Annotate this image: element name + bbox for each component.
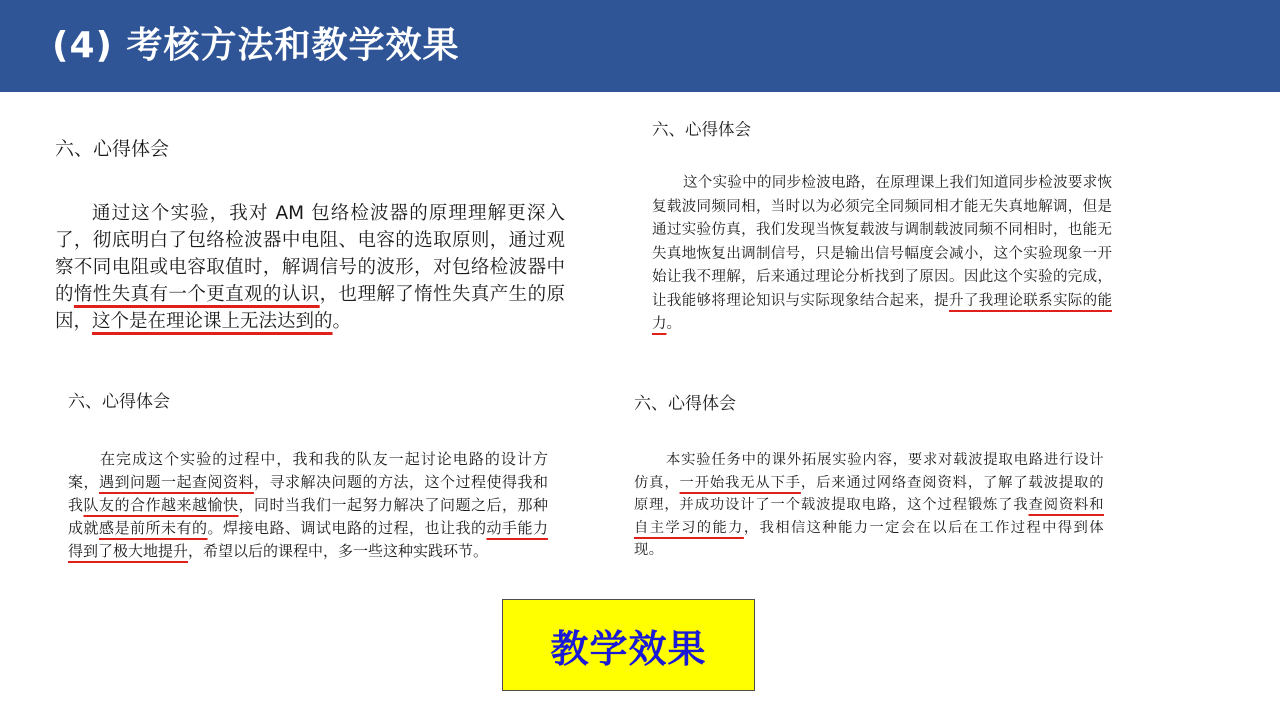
body-text: 这个实验中的同步检波电路，在原理课上我们知道同步检波要求恢复载波同频同相，当时以为必须完全同频同相才能无失真地解调，但是通过实验仿真，我们发现当恢复载波与调制载波同频不同相时，也能无失真地恢复出调制信号，只是输出信号幅度会减小，这个实验现象一开始让我不理解，后来通过理论分析找到了原因。因此这个实验的完成，让我能够将理论知识与实际现象结合起来，提 [652,175,1112,309]
body-text: 。焊接电路、调试电路的过程，也让我的 [207,519,487,537]
body-text: ，也理解了惰性失真产生的原因， [55,284,565,332]
reflection-excerpt-4 [634,392,1104,562]
body-text: ，寻求解决问题的方法，这个过程使得我和我 [68,473,548,514]
underlined-phrase: 感是前所未有的 [99,519,208,537]
excerpt-body [634,449,1104,562]
body-text: 本实验任务中的课外拓展实验内容，要求对载波提取电路进行设计仿真， [634,452,1104,491]
underlined-phrase: 动手能力得到了极大地提升 [68,519,548,560]
body-text: ，后来通过网络查阅资料，了解了载波提取的原理，并成功设计了一个载波提取电路，这个过程锻炼了我 [634,474,1105,513]
excerpt-heading: 六、心得体会 [652,120,751,139]
body-text: ，希望以后的课程中，多一些这种实践环节。 [188,542,489,560]
reflection-excerpt-3 [68,390,548,563]
reflection-excerpt-2 [652,118,1112,337]
excerpt-body [55,200,565,335]
body-text: ，我相信这种能力一定会在以后在工作过程中得到体现。 [634,519,1105,558]
body-text: 在完成这个实验的过程中，我和我的队友一起讨论电路的设计方案， [68,450,548,491]
excerpt-heading: 六、心得体会 [55,138,170,160]
excerpt-body [652,172,1112,337]
excerpt-body [68,448,548,563]
underlined-phrase: 遇到问题一起查阅资料 [99,473,254,491]
underlined-phrase: 惰性失真有一个更直观的认识 [73,284,320,305]
header-bar [0,0,1280,92]
body-text: 。 [332,311,352,332]
body-text: 。 [666,316,681,332]
teaching-effect-badge [502,599,755,691]
underlined-phrase: 队友的合作越来越愉快 [83,496,239,514]
slide-title: (4) 考核方法和教学效果 [52,25,460,66]
underlined-phrase: 一开始我无从下手 [679,474,801,491]
underlined-phrase: 升了我理论联系实际的能力 [652,292,1112,332]
reflection-excerpt-1 [55,136,565,335]
excerpt-heading: 六、心得体会 [68,392,170,412]
body-text: 通过这个实验，我对 AM 包络检波器的原理理解更深入了，彻底明白了包络检波器中电阻、电容的选取原则，通过观察不同电阻或电容取值时，解调信号的波形，对包络检波器中的 [55,203,565,305]
excerpt-heading: 六、心得体会 [634,394,736,414]
underlined-phrase: 查阅资料和自主学习的能力 [634,497,1105,536]
body-text: ，同时当我们一起努力解决了问题之后，那种成就 [68,496,548,537]
badge-label: 教学效果 [550,626,707,671]
underlined-phrase: 这个是在理论课上无法达到的 [92,311,333,332]
